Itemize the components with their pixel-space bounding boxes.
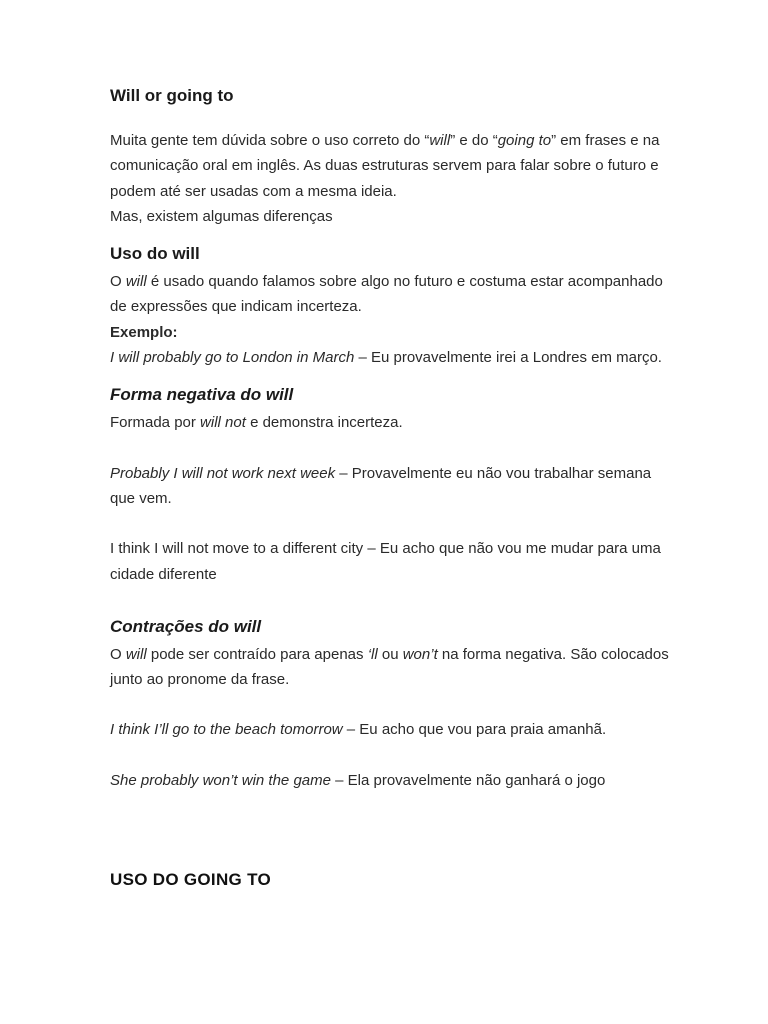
uso-will-text-b: é usado quando falamos sobre algo no futuro e costuma estar acompanhado de expressões que indicam incerteza. <box>110 273 663 316</box>
contracoes-ex1-english: I think I’ll go to the beach tomorrow <box>110 721 343 739</box>
contracoes-will-term: will <box>125 645 147 663</box>
intro-will-term: will <box>429 132 451 149</box>
negativa-ex1-english: Probably I will not work next week <box>110 464 336 482</box>
example-english: I will probably go to London in March <box>110 349 355 367</box>
negativa-example-1 <box>110 461 670 512</box>
page-title: Will or going to <box>110 86 234 105</box>
uso-will-example <box>110 345 670 370</box>
document-content <box>110 84 670 891</box>
contracoes-ll-term: ‘ll <box>367 645 378 663</box>
negativa-ex1-portuguese: – Provavelmente eu não vou trabalhar semana que vem. <box>110 464 652 507</box>
contracoes-paragraph <box>110 642 670 693</box>
contracoes-text-c: ou <box>377 645 403 663</box>
uso-will-paragraph <box>110 269 670 320</box>
contracoes-text-b: pode ser contraído para apenas <box>146 645 368 663</box>
heading-uso-will: Uso do will <box>110 244 200 264</box>
contracoes-wont-term: won’t <box>402 645 438 663</box>
heading-uso-going-to: USO DO GOING TO <box>110 870 271 890</box>
negativa-text-b: e demonstra incerteza. <box>245 414 403 432</box>
heading-forma-negativa: Forma negativa do will <box>110 385 294 405</box>
intro-going-term: going to <box>497 132 552 149</box>
contracoes-example-2 <box>110 768 670 793</box>
intro-text-a: Muita gente tem dúvida sobre o uso correto do “ <box>110 132 430 149</box>
contracoes-example-1 <box>110 717 670 742</box>
intro-differences: Mas, existem algumas diferenças <box>110 207 333 225</box>
contracoes-text-d: na forma negativa. São colocados junto ao pronome da frase. <box>110 645 669 689</box>
uso-will-text-a: O <box>110 273 126 291</box>
contracoes-ex1-portuguese: – Eu acho que vou para praia amanhã. <box>342 721 607 739</box>
negativa-text-a: Formada por <box>110 414 201 432</box>
example-portuguese: – Eu provavelmente irei a Londres em março. <box>354 349 662 367</box>
negativa-term: will not <box>200 414 246 432</box>
example-label: Exemplo: <box>110 323 178 341</box>
contracoes-ex2-english: She probably won’t win the game <box>110 771 331 789</box>
heading-contracoes: Contrações do will <box>110 616 262 636</box>
contracoes-text-a: O <box>110 645 126 663</box>
intro-text-c: ” em frases e na comunicação oral em inglês. As duas estruturas servem para falar sobre o futuro e podem até ser usadas com a mesma ideia. <box>110 132 660 200</box>
uso-will-term: will <box>125 273 147 291</box>
contracoes-ex2-portuguese: – Ela provavelmente não ganhará o jogo <box>330 771 606 789</box>
negativa-paragraph <box>110 410 670 435</box>
negativa-example-2: I think I will not move to a different city – Eu acho que não vou me mudar para uma cidade diferente <box>110 540 661 583</box>
intro-text-b: ” e do “ <box>450 132 498 149</box>
intro-paragraph <box>110 128 670 204</box>
